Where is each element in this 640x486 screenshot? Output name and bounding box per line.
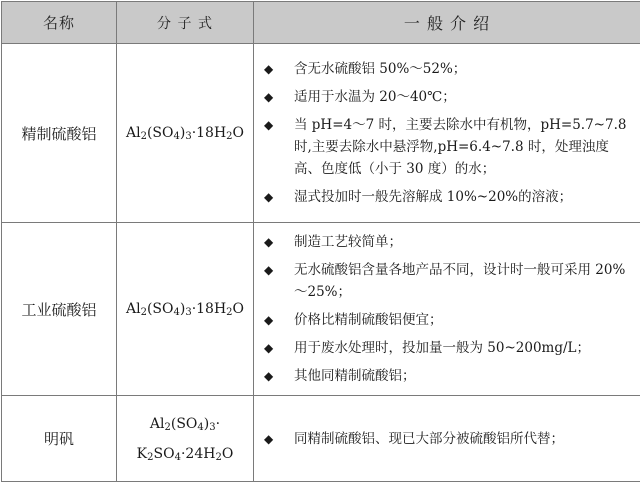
- list-item: ◆ 制造工艺较简单；: [254, 231, 640, 253]
- list-item: ◆ 价格比精制硫酸铝便宜；: [254, 309, 640, 331]
- intro-list: [254, 428, 640, 450]
- header-formula: 分 子 式: [117, 2, 254, 44]
- diamond-bullet-icon: ◆: [264, 90, 274, 104]
- row-name: 工业硫酸铝: [2, 223, 117, 396]
- header-intro: 一 般 介 绍: [254, 2, 640, 44]
- diamond-bullet-icon: ◆: [264, 369, 274, 383]
- intro-list: [254, 231, 640, 387]
- header-name: 名称: [2, 2, 117, 44]
- formula-line: $Al_2(SO_4)_3\cdot 18H_2O$: [125, 301, 245, 318]
- row-intro: [254, 44, 640, 223]
- row-formula: [117, 223, 254, 396]
- row-name: 精制硫酸铝: [2, 44, 117, 223]
- diamond-bullet-icon: ◆: [264, 62, 274, 76]
- table-row: [2, 396, 640, 482]
- diamond-bullet-icon: ◆: [264, 190, 274, 204]
- formula-line: $K_2SO_4\cdot 24H_2O$: [136, 445, 234, 463]
- diamond-bullet-icon: ◆: [264, 118, 274, 132]
- list-item: ◆ 湿式投加时一般先溶解成 10%~20%的溶液；: [254, 186, 640, 208]
- row-formula: [117, 44, 254, 223]
- row-formula: [117, 396, 254, 482]
- formula-line: $Al_2(SO_4)_3\cdot 18H_2O$: [125, 125, 245, 142]
- table-row: [2, 44, 640, 223]
- diamond-bullet-icon: ◆: [264, 235, 274, 249]
- list-item: ◆ 含无水硫酸铝 50%～52%；: [254, 58, 640, 80]
- diamond-bullet-icon: ◆: [264, 431, 274, 446]
- row-intro: [254, 223, 640, 396]
- formula-line: $Al_2(SO_4)_3\cdot$: [149, 415, 221, 433]
- list-item: ◆ 无水硫酸铝含量各地产品不同，设计时一般可采用 20%～25%；: [254, 259, 640, 303]
- intro-list: [254, 58, 640, 208]
- table-row: [2, 223, 640, 396]
- row-name: 明矾: [2, 396, 117, 482]
- list-item: ◆ 同精制硫酸铝、现已大部分被硫酸铝所代替；: [254, 428, 640, 450]
- diamond-bullet-icon: ◆: [264, 313, 274, 327]
- coagulant-table: [1, 1, 640, 482]
- diamond-bullet-icon: ◆: [264, 263, 274, 277]
- list-item: ◆ 其他同精制硫酸铝；: [254, 365, 640, 387]
- header-row: [2, 2, 640, 44]
- row-intro: [254, 396, 640, 482]
- diamond-bullet-icon: ◆: [264, 341, 274, 355]
- list-item: ◆ 当 pH=4～7 时，主要去除水中有机物，pH=5.7~7.8 时,主要去除水中悬浮物,pH=6.4~7.8 时，处理浊度高、色度低（小于 30 度）的水；: [254, 114, 640, 180]
- list-item: ◆ 用于废水处理时，投加量一般为 50~200mg/L；: [254, 337, 640, 359]
- list-item: ◆ 适用于水温为 20～40℃；: [254, 86, 640, 108]
